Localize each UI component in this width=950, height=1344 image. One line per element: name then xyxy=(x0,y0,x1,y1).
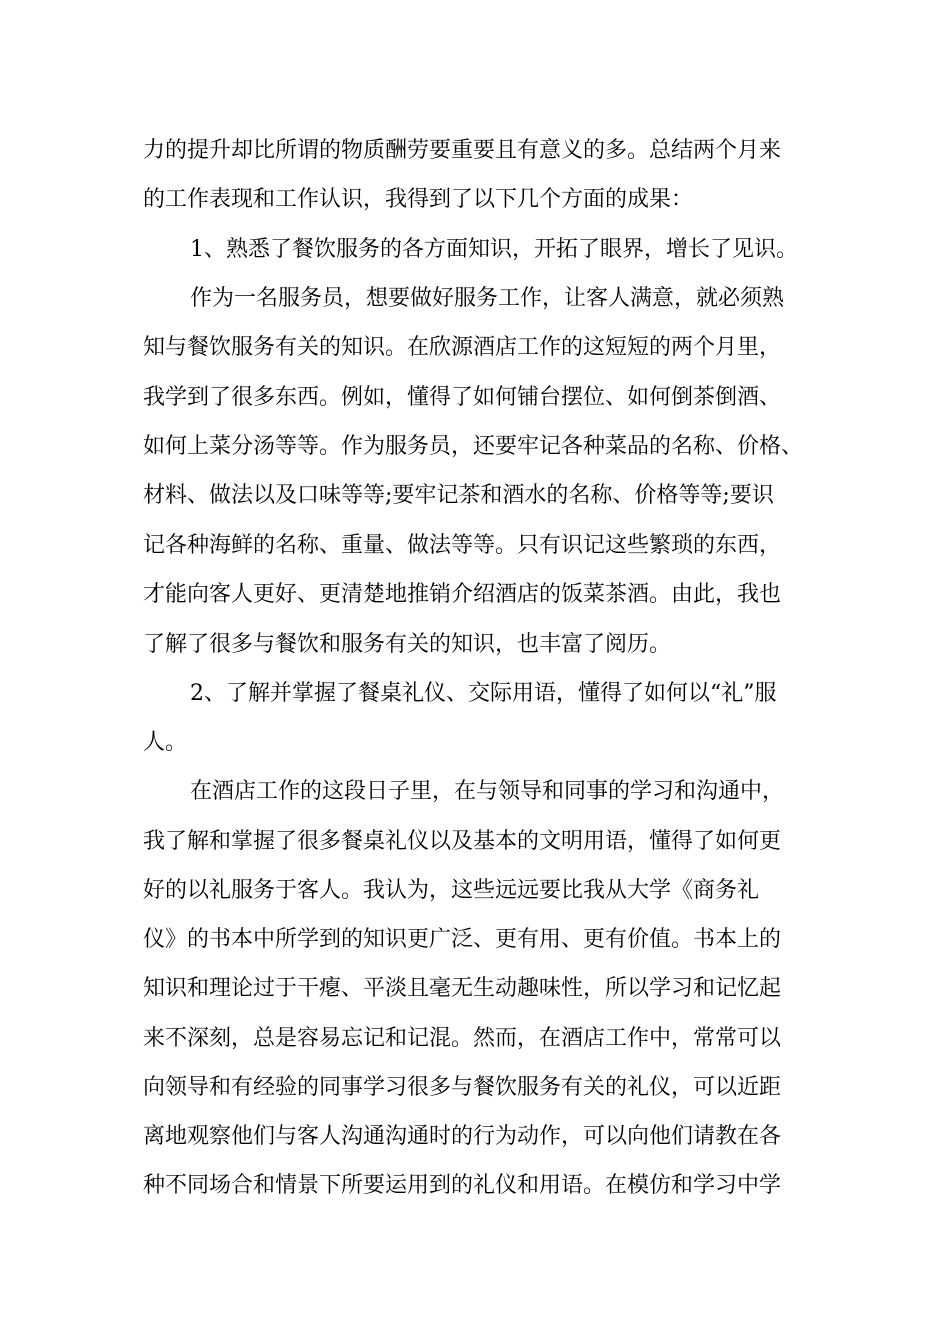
list-item-heading: 1、熟悉了餐饮服务的各方面知识，开拓了眼界，增长了见识。 xyxy=(190,237,798,262)
paragraph-start: 在酒店工作的这段日子里，在与领导和同事的学习和沟通中， xyxy=(190,779,785,804)
text-line: 离地观察他们与客人沟通沟通时的行为动作，可以向他们请教在各 xyxy=(143,1124,782,1149)
text-line: 力的提升却比所谓的物质酬劳要重要且有意义的多。总结两个月来 xyxy=(143,138,782,163)
text-line: 人。 xyxy=(143,730,188,755)
text-line: 仪》的书本中所学到的知识更广泛、更有用、更有价值。书本上的 xyxy=(143,927,782,952)
text-line: 种不同场合和情景下所要运用到的礼仪和用语。在模仿和学习中学 xyxy=(143,1173,782,1198)
list-item-heading: 2、了解并掌握了餐桌礼仪、交际用语，懂得了如何以“礼”服 xyxy=(190,681,777,706)
text-line: 向领导和有经验的同事学习很多与餐饮服务有关的礼仪，可以近距 xyxy=(143,1075,782,1100)
text-line: 材料、做法以及口味等等;要牢记茶和酒水的名称、价格等等;要识 xyxy=(143,483,774,508)
text-line: 知识和理论过于干瘪、平淡且毫无生动趣味性，所以学习和记忆起 xyxy=(143,976,782,1001)
text-line: 才能向客人更好、更清楚地推销介绍酒店的饭菜茶酒。由此，我也 xyxy=(143,582,782,607)
text-line: 记各种海鲜的名称、重量、做法等等。只有识记这些繁琐的东西， xyxy=(143,533,782,558)
text-line: 好的以礼服务于客人。我认为，这些远远要比我从大学《商务礼 xyxy=(143,878,760,903)
text-line: 了解了很多与餐饮和服务有关的知识，也丰富了阅历。 xyxy=(143,632,672,657)
paragraph-start: 作为一名服务员，想要做好服务工作，让客人满意，就必须熟 xyxy=(190,286,785,311)
text-line: 知与餐饮服务有关的知识。在欣源酒店工作的这短短的两个月里， xyxy=(143,335,782,360)
text-line: 如何上菜分汤等等。作为服务员，还要牢记各种菜品的名称、价格、 xyxy=(143,434,804,459)
text-line: 我了解和掌握了很多餐桌礼仪以及基本的文明用语，懂得了如何更 xyxy=(143,829,782,854)
text-line: 的工作表现和工作认识，我得到了以下几个方面的成果： xyxy=(143,187,694,212)
text-line: 来不深刻，总是容易忘记和记混。然而，在酒店工作中，常常可以 xyxy=(143,1026,782,1051)
text-line: 我学到了很多东西。例如，懂得了如何铺台摆位、如何倒茶倒酒、 xyxy=(143,385,782,410)
